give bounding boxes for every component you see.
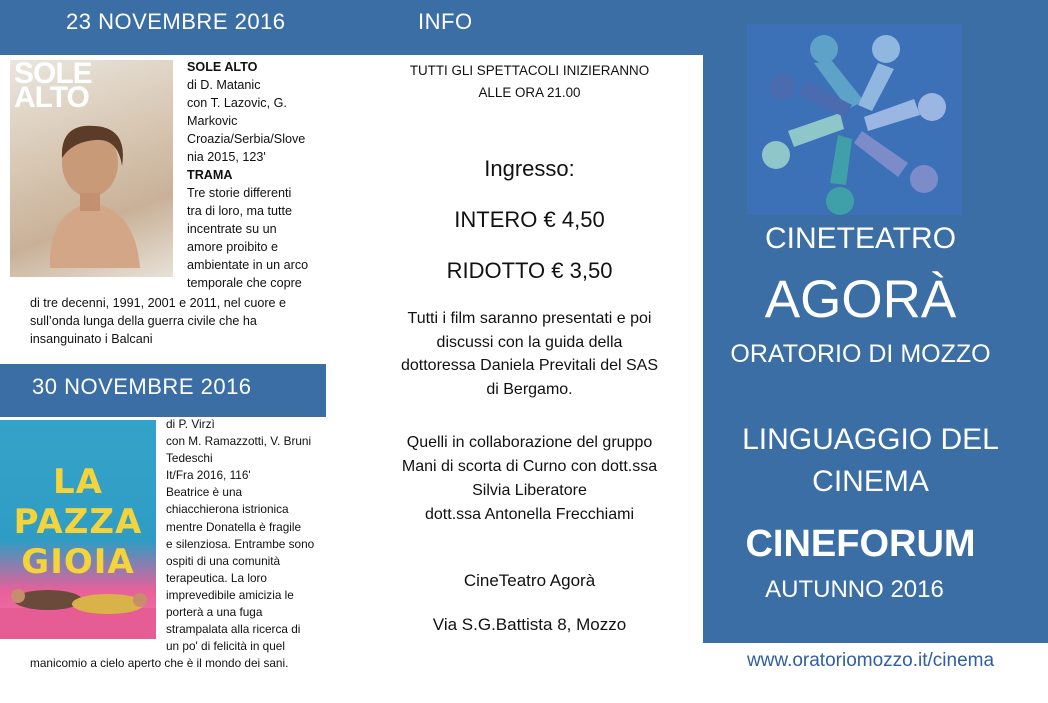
film-1-plot-line: sull’onda lunga della guerra civile che ha: [30, 314, 257, 328]
film-2-line: strampalata alla ricerca di: [166, 622, 301, 637]
poster-sole-alto: [10, 60, 173, 277]
linguaggio-label: [713, 419, 1028, 503]
film-2-line: di P. Virzì: [166, 417, 215, 431]
date-heading-2: 30 NOVEMBRE 2016: [32, 374, 252, 399]
season-label: AUTUNNO 2016: [765, 576, 944, 603]
film-1-plot-heading: TRAMA: [187, 168, 233, 182]
film-1-plot-line: incentrate su un: [187, 222, 277, 236]
film-2-line: imprevedibile amicizia le: [166, 587, 294, 602]
schedule-line-2: ALLE ORA 21.00: [478, 85, 581, 100]
film-1-details: [187, 58, 347, 292]
film-2-line: mentre Donatella è fragile: [166, 519, 302, 534]
film-2-line: It/Fra 2016, 116': [166, 468, 251, 483]
film-1-plot-line: amore proibito e: [187, 240, 279, 254]
film-2-line: con M. Ramazzotti, V. Bruni: [166, 434, 312, 449]
schedule-line-1: TUTTI GLI SPETTACOLI INIZIERANNO: [409, 63, 650, 78]
info-heading: INFO: [418, 9, 473, 34]
collaboration-line: Quelli in collaborazione del gruppo: [406, 434, 653, 451]
poster-figures-illustration: [0, 560, 156, 639]
collaboration-line: Silvia Liberatore: [472, 482, 587, 499]
collaboration-note: [356, 431, 703, 527]
date-heading-1: 23 NOVEMBRE 2016: [66, 9, 286, 34]
agora-title: AGORÀ: [764, 270, 957, 329]
agora-logo: [747, 24, 962, 215]
film-1-title: SOLE ALTO: [187, 60, 258, 74]
ingresso-label: Ingresso:: [484, 156, 575, 181]
film-1-plot-line: insanguinato i Balcani: [30, 332, 153, 346]
people-circle-logo-icon: [747, 24, 962, 215]
schedule-note: [356, 60, 703, 104]
cineforum-title: CINEFORUM: [745, 523, 976, 565]
film-1-plot-line: di tre decenni, 1991, 2001 e 2011, nel cuore e: [30, 296, 287, 310]
film-2-line: un po' di felicità in quel: [166, 639, 285, 654]
poster-title-line-2: ALTO: [14, 81, 89, 114]
website-link[interactable]: www.oratoriomozzo.it/cinema: [746, 650, 995, 671]
film-1-director: di D. Matanic: [187, 78, 261, 92]
venue-name: CineTeatro Agorà: [463, 571, 596, 590]
film-1-plot-line: Tre storie differenti: [187, 186, 292, 200]
presentation-line: discussi con la guida della: [436, 333, 623, 351]
film-1-plot-line: ambientate in un arco: [187, 258, 309, 272]
linguaggio-line-2: CINEMA: [812, 465, 929, 498]
cineteatro-label: CINETEATRO: [764, 222, 957, 255]
film-2-line: terapeutica. La loro: [166, 570, 267, 585]
poster-title-line-1: LA PAZZA: [13, 462, 143, 542]
film-1-plot-wide: [30, 294, 350, 348]
oratorio-label: ORATORIO DI MOZZO: [730, 340, 991, 368]
film-2-line: Beatrice è una: [166, 485, 243, 500]
price-intero: INTERO € 4,50: [454, 207, 605, 232]
presentation-line: di Bergamo.: [486, 380, 573, 398]
film-2-plot-wide: manicomio a cielo aperto che è il mondo dei sani.: [30, 656, 289, 670]
collaboration-line: dott.ssa Antonella Frecchiami: [425, 506, 634, 523]
film-1-plot-line: tra di loro, ma tutte: [187, 204, 292, 218]
film-1-plot-line: temporale che copre: [187, 276, 302, 290]
poster-title-line-2: GIOIA: [21, 542, 135, 582]
poster-title-line-1: SOLE: [14, 60, 92, 90]
film-2-line: e silenziosa. Entrambe sono: [166, 536, 315, 551]
price-ridotto: RIDOTTO € 3,50: [446, 258, 613, 283]
venue-address: Via S.G.Battista 8, Mozzo: [432, 615, 627, 634]
presentation-note: [356, 307, 703, 401]
collaboration-line: Mani di scorta di Curno con dott.ssa: [401, 458, 658, 475]
film-2-line: porterà a una fuga: [166, 605, 263, 620]
poster-sole-alto-title: [14, 60, 92, 114]
film-1-cast-line-1: con T. Lazovic, G.: [187, 96, 287, 110]
film-1-country-line-1: Croazia/Serbia/Slove: [187, 132, 306, 146]
linguaggio-line-1: LINGUAGGIO DEL: [742, 423, 999, 456]
film-2-line: Tedeschi: [166, 451, 213, 466]
poster-portrait-illustration: [40, 118, 150, 268]
film-2-details: [166, 416, 346, 655]
presentation-line: dottoressa Daniela Previtali del SAS: [400, 357, 659, 374]
film-2-line: chiacchierona istrionica: [166, 502, 289, 517]
film-2-line: ospiti di una comunità: [166, 553, 281, 568]
film-1-country-line-2: nia 2015, 123': [187, 150, 266, 164]
presentation-line: Tutti i film saranno presentati e poi: [407, 310, 652, 327]
film-1-cast-line-2: Markovic: [187, 114, 238, 128]
poster-la-pazza-gioia: [0, 420, 156, 639]
